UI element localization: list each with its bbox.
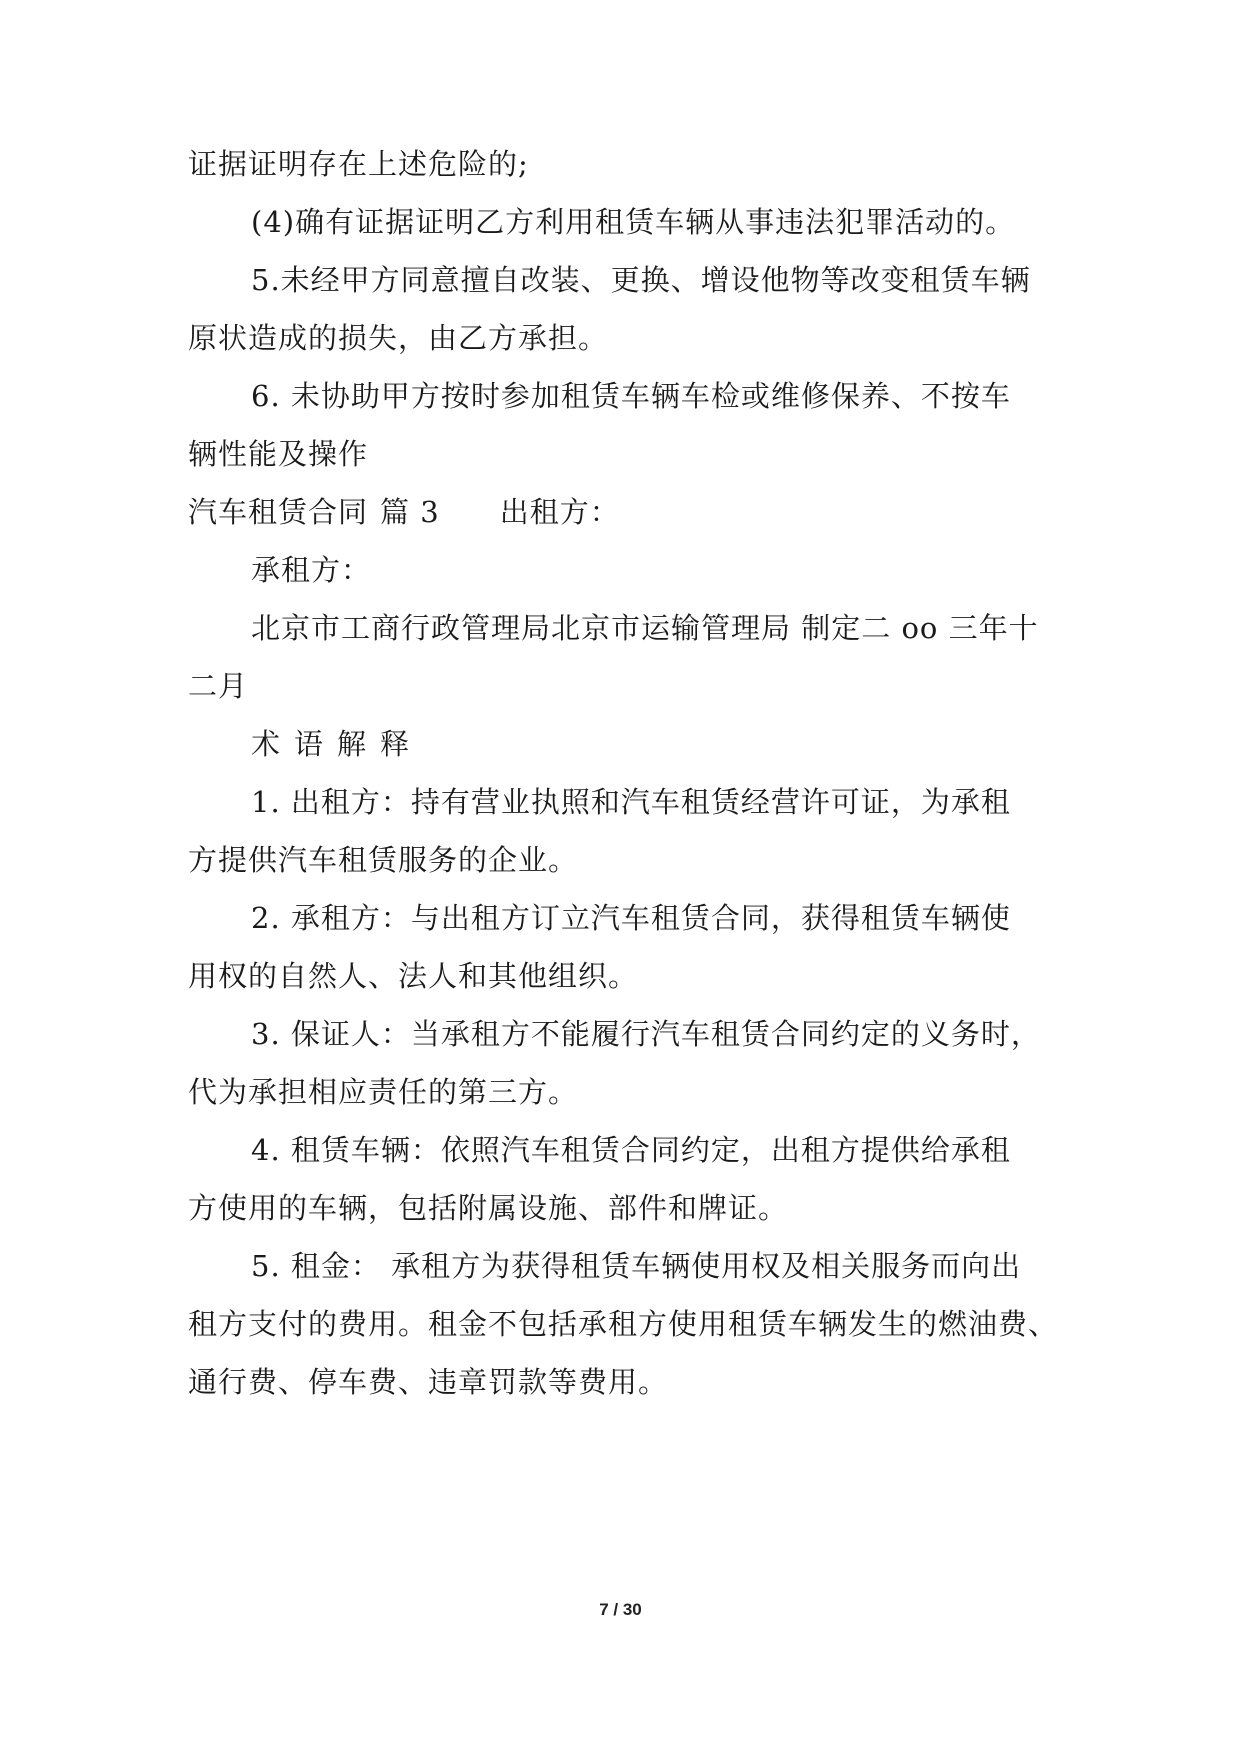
terms-heading: 术语解释 xyxy=(251,727,424,761)
lessor-label: 出租方： xyxy=(499,495,620,529)
section-part: 篇 3 xyxy=(380,495,440,529)
issuer-line: 北京市工商行政管理局北京市运输管理局 制定二 oo 三年十 xyxy=(251,611,1039,645)
term-line: 1. 出租方：持有营业执照和汽车租赁经营许可证，为承租 xyxy=(251,785,1011,819)
page-number: 7 / 30 xyxy=(599,1600,642,1619)
term-line: 3. 保证人：当承租方不能履行汽车租赁合同约定的义务时， xyxy=(251,1017,1041,1051)
issuer-date: 二月 xyxy=(188,669,249,703)
lessee-label: 承租方： xyxy=(251,553,372,587)
term-line: 方提供汽车租赁服务的企业。 xyxy=(188,843,579,877)
body-line: 6. 未协助甲方按时参加租赁车辆车检或维修保养、不按车 xyxy=(251,379,1011,413)
term-line: 5. 租金： 承租方为获得租赁车辆使用权及相关服务而向出 xyxy=(251,1249,1022,1283)
term-line: 方使用的车辆，包括附属设施、部件和牌证。 xyxy=(188,1191,789,1225)
section-title: 汽车租赁合同 xyxy=(188,495,369,529)
term-line: 2. 承租方：与出租方订立汽车租赁合同，获得租赁车辆使 xyxy=(251,901,1011,935)
term-line: 4. 租赁车辆：依照汽车租赁合同约定，出租方提供给承租 xyxy=(251,1133,1011,1167)
section-heading xyxy=(188,492,1068,532)
term-line: 通行费、停车费、违章罚款等费用。 xyxy=(188,1365,669,1399)
body-line: (4)确有证据证明乙方利用租赁车辆从事违法犯罪活动的。 xyxy=(251,205,1016,239)
term-line: 用权的自然人、法人和其他组织。 xyxy=(188,959,639,993)
term-line: 租方支付的费用。租金不包括承租方使用租赁车辆发生的燃油费、 xyxy=(188,1307,1059,1341)
body-line: 原状造成的损失，由乙方承担。 xyxy=(188,321,609,355)
body-line: 5.未经甲方同意擅自改装、更换、增设他物等改变租赁车辆 xyxy=(251,263,1031,297)
body-line: 辆性能及操作 xyxy=(188,437,369,471)
body-line: 证据证明存在上述危险的; xyxy=(188,147,529,181)
term-line: 代为承担相应责任的第三方。 xyxy=(188,1075,579,1109)
